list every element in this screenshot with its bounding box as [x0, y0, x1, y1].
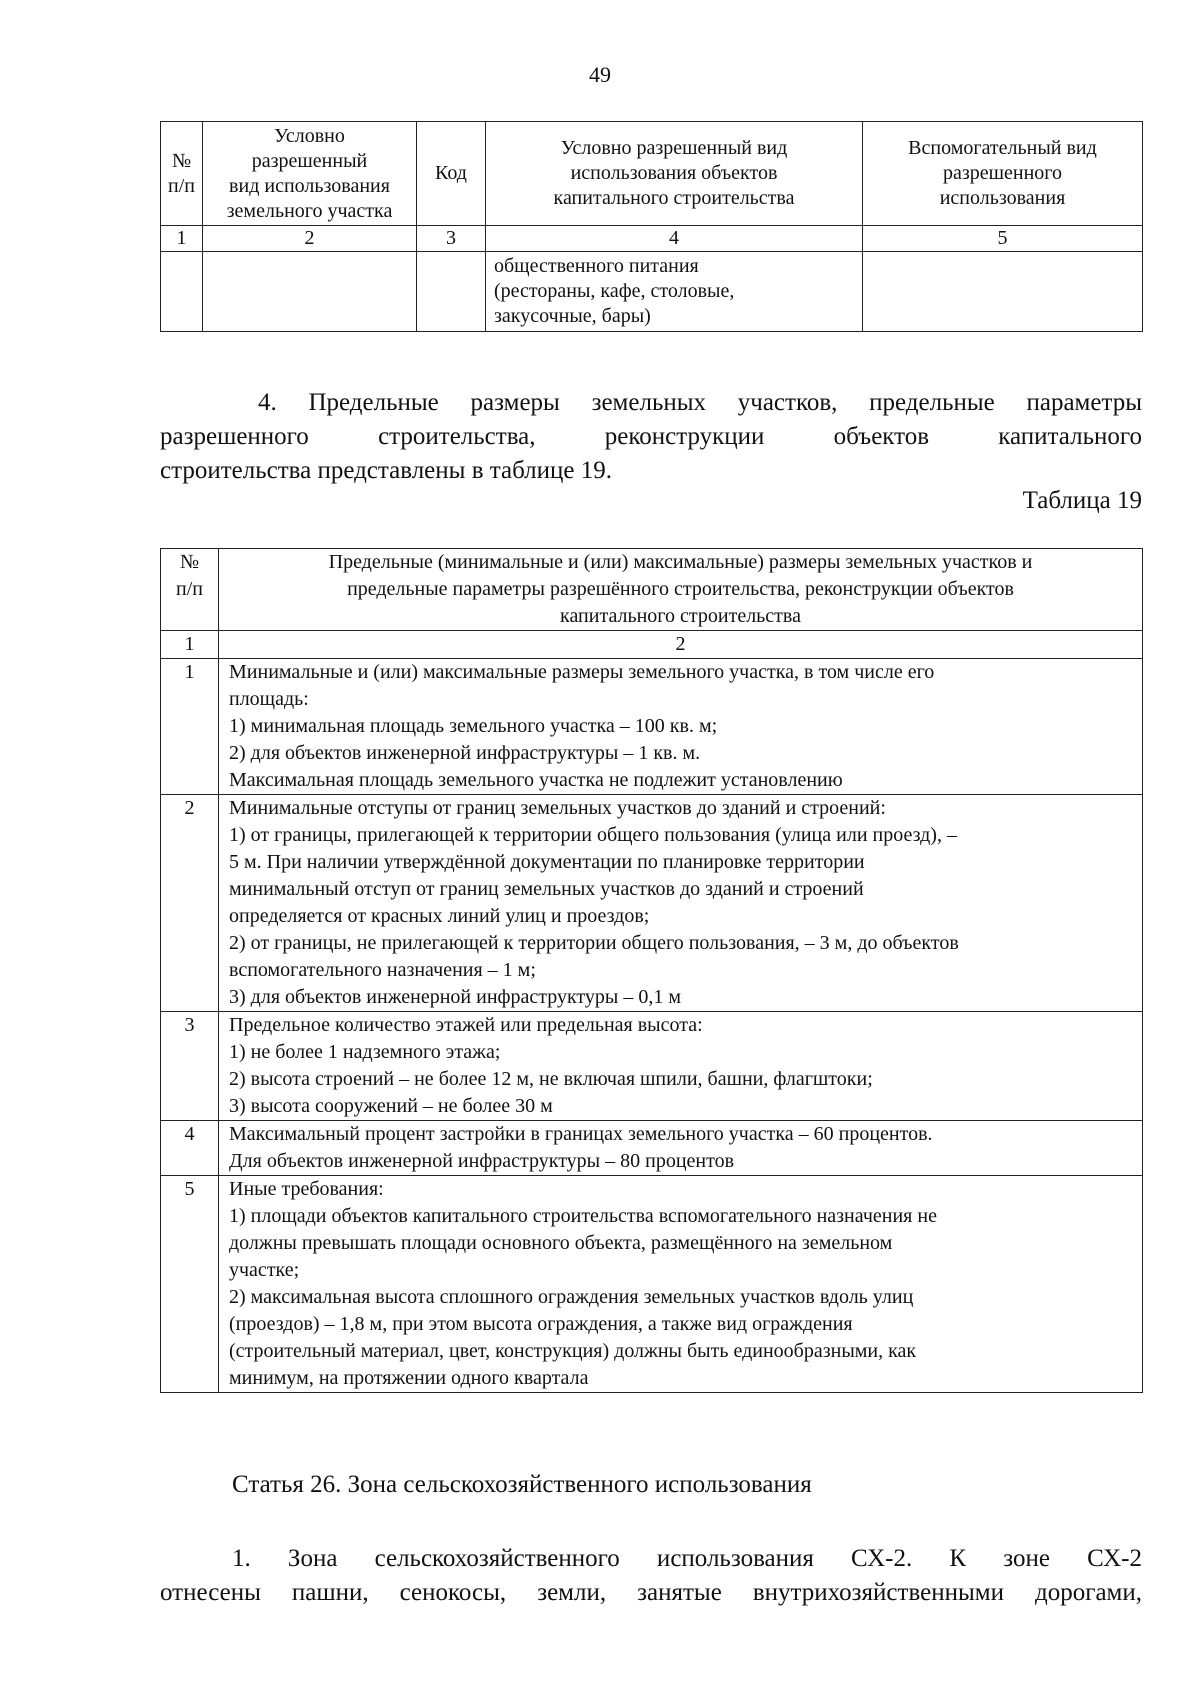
cell-capital-use: [486, 252, 863, 332]
row-line: 1) минимальная площадь земельного участка – 100 кв. м;: [229, 715, 718, 737]
row-line: участке;: [229, 1259, 300, 1281]
cell-line: закусочные, бары): [494, 305, 651, 327]
header-line: №: [171, 149, 192, 172]
row-text: [219, 1121, 1143, 1176]
paragraph-4-line: строительства представлены в таблице 19.: [160, 457, 613, 484]
row-line: (проездов) – 1,8 м, при этом высота ограждения, а также вид ограждения: [229, 1313, 853, 1335]
row-num: 5: [161, 1176, 219, 1393]
row-text: [219, 1176, 1143, 1393]
row-line: площадь:: [229, 688, 309, 710]
row-line: определяется от красных линий улиц и проездов;: [229, 905, 650, 927]
paragraph-1-line: 1. Зона сельскохозяйственного использования СХ-2. К зоне СХ-2: [232, 1545, 1142, 1572]
row-num: 3: [161, 1012, 219, 1121]
header-line: п/п: [168, 174, 195, 197]
header-line: разрешенный: [251, 149, 368, 172]
table-header-row: [161, 122, 1143, 226]
header-line: вид использования: [229, 174, 390, 197]
index-cell: 3: [417, 226, 486, 252]
row-line: минимальный отступ от границ земельных участков до зданий и строений: [229, 878, 864, 900]
paragraph-1-line: отнесены пашни, сенокосы, земли, занятые внутрихозяйственными дорогами,: [160, 1579, 1142, 1606]
header-land-use: [203, 122, 417, 226]
row-line: 2) от границы, не прилегающей к территории общего пользования, – 3 м, до объектов: [229, 932, 959, 954]
cell-line: общественного питания: [494, 255, 699, 277]
table-index-row: [161, 631, 1143, 659]
cell-empty: [203, 252, 417, 332]
paragraph-4-line: 4. Предельные размеры земельных участков, предельные параметры: [258, 389, 1142, 416]
cell-line: (рестораны, кафе, столовые,: [494, 280, 735, 302]
cell-empty: [417, 252, 486, 332]
header-title: [219, 549, 1143, 631]
index-cell: 1: [161, 226, 203, 252]
row-line: 3) для объектов инженерной инфраструктуры – 0,1 м: [229, 986, 681, 1008]
table-row: [161, 1012, 1143, 1121]
row-line: должны превышать площади основного объекта, размещённого на земельном: [229, 1232, 893, 1254]
article-heading: Статья 26. Зона сельскохозяйственного использования: [232, 1471, 812, 1498]
paragraph-4-line: разрешенного строительства, реконструкции объектов капитального: [160, 423, 1142, 450]
row-line: 5 м. При наличии утверждённой документации по планировке территории: [229, 851, 865, 873]
header-line: Код: [435, 162, 467, 184]
header-line: использования объектов: [570, 162, 778, 184]
table-row: [161, 252, 1143, 332]
index-cell: 4: [486, 226, 863, 252]
index-cell: 5: [863, 226, 1143, 252]
table-row: [161, 1121, 1143, 1176]
header-line: капитального строительства: [560, 605, 801, 627]
page-number: 49: [589, 62, 611, 87]
row-line: 1) не более 1 надземного этажа;: [229, 1041, 501, 1063]
row-line: Минимальные отступы от границ земельных участков до зданий и строений:: [229, 797, 886, 819]
header-code: [417, 122, 486, 226]
header-line: №: [179, 551, 200, 573]
row-line: минимум, на протяжении одного квартала: [229, 1367, 589, 1389]
table-row: [161, 659, 1143, 795]
cell-empty: [863, 252, 1143, 332]
header-line: Предельные (минимальные и (или) максимальные) размеры земельных участков и: [328, 551, 1033, 573]
table-header-row: [161, 549, 1143, 631]
index-cell: 2: [219, 631, 1143, 659]
header-num: [161, 549, 219, 631]
table-land-use-continuation: [160, 121, 1143, 332]
row-line: 2) для объектов инженерной инфраструктуры – 1 кв. м.: [229, 742, 701, 764]
index-cell: 2: [203, 226, 417, 252]
row-num: 1: [161, 659, 219, 795]
row-line: Минимальные и (или) максимальные размеры земельного участка, в том числе его: [229, 661, 935, 683]
header-line: разрешенного: [942, 162, 1063, 184]
table-row: [161, 1176, 1143, 1393]
table-index-row: [161, 226, 1143, 252]
row-line: 3) высота сооружений – не более 30 м: [229, 1095, 553, 1117]
header-num: [161, 122, 203, 226]
header-line: использования: [939, 187, 1066, 209]
row-line: вспомогательного назначения – 1 м;: [229, 959, 536, 981]
row-line: 1) площади объектов капитального строительства вспомогательного назначения не: [229, 1205, 937, 1227]
header-line: предельные параметры разрешённого строительства, реконструкции объектов: [347, 578, 1014, 600]
header-line: Вспомогательный вид: [908, 137, 1097, 159]
row-num: 2: [161, 795, 219, 1012]
row-line: Для объектов инженерной инфраструктуры – 80 процентов: [229, 1150, 735, 1172]
row-line: 1) от границы, прилегающей к территории общего пользования (улица или проезд), –: [229, 824, 957, 846]
row-line: (строительный материал, цвет, конструкция) должны быть единообразными, как: [229, 1340, 917, 1362]
header-aux-use: [863, 122, 1143, 226]
row-num: 4: [161, 1121, 219, 1176]
header-line: Условно разрешенный вид: [560, 137, 788, 159]
row-line: Иные требования:: [229, 1178, 384, 1200]
table-19: [160, 548, 1143, 1393]
header-capital-use: [486, 122, 863, 226]
header-line: капитального строительства: [553, 187, 795, 209]
header-line: Условно: [274, 124, 345, 147]
row-line: Максимальный процент застройки в границах земельного участка – 60 процентов.: [229, 1123, 933, 1145]
cell-empty: [161, 252, 203, 332]
row-text: [219, 795, 1143, 1012]
row-text: [219, 1012, 1143, 1121]
header-line: земельного участка: [226, 199, 393, 222]
row-line: 2) максимальная высота сплошного ограждения земельных участков вдоль улиц: [229, 1286, 914, 1308]
row-text: [219, 659, 1143, 795]
table-caption: Таблица 19: [1022, 487, 1142, 514]
row-line: 2) высота строений – не более 12 м, не включая шпили, башни, флагштоки;: [229, 1068, 873, 1090]
row-line: Максимальная площадь земельного участка не подлежит установлению: [229, 769, 843, 791]
header-line: п/п: [176, 578, 203, 600]
index-cell: 1: [161, 631, 219, 659]
table-row: [161, 795, 1143, 1012]
row-line: Предельное количество этажей или предельная высота:: [229, 1014, 703, 1036]
